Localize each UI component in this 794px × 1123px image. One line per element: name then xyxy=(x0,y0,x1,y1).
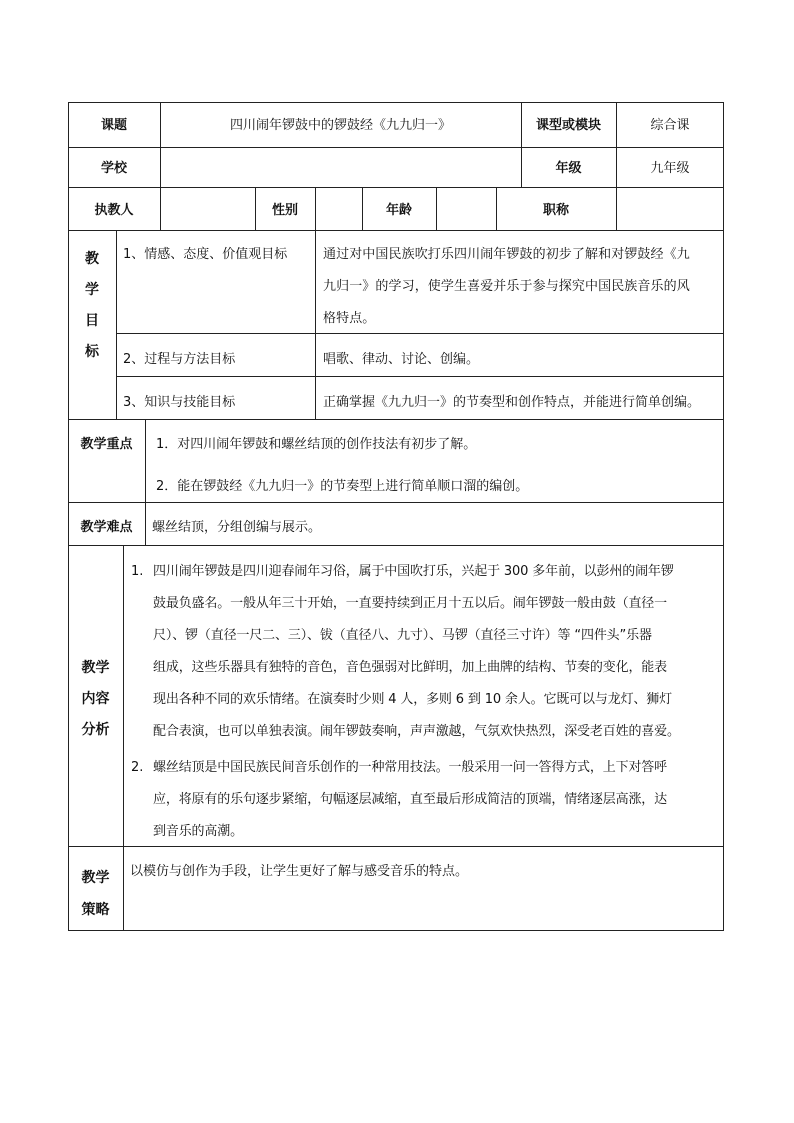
row-divider xyxy=(68,545,724,546)
goals-label xyxy=(68,244,116,368)
teacher-label: 执教人 xyxy=(94,203,134,218)
goals-label-char: 标 xyxy=(85,344,99,360)
topic-value: 四川闹年锣鼓中的锣鼓经《九九归一》 xyxy=(229,118,451,133)
col-divider xyxy=(145,419,146,545)
difficulties-text: 螺丝结顶，分组创编与展示。 xyxy=(152,520,322,535)
col-divider xyxy=(160,102,161,187)
grade-value: 九年级 xyxy=(650,161,690,176)
goal-description xyxy=(323,239,723,335)
professional-title-label: 职称 xyxy=(542,203,569,218)
goal-name: 3、知识与技能目标 xyxy=(123,395,236,410)
list-item-line: 螺丝结顶是中国民族民间音乐创作的一种常用技法。一般采用一问一答得方式，上下对答呼 xyxy=(153,760,668,775)
row-divider xyxy=(116,376,724,377)
list-item-number: 2. xyxy=(131,760,144,775)
col-divider xyxy=(123,545,124,931)
course-type-label: 课型或模块 xyxy=(535,118,601,133)
row-divider xyxy=(68,502,724,503)
col-divider xyxy=(116,230,117,419)
goals-label-char: 目 xyxy=(85,313,99,329)
list-item-line: 现出各种不同的欢乐情绪。在演奏时少则 4 人，多则 6 到 10 余人。它既可以与龙灯、狮灯 xyxy=(153,692,672,707)
goals-label-char: 教 xyxy=(85,251,99,267)
row-divider xyxy=(68,187,724,188)
list-item xyxy=(153,556,721,748)
goal-description-line: 格特点。 xyxy=(323,311,376,326)
goal-name: 2、过程与方法目标 xyxy=(123,352,236,367)
goal-name: 1、情感、态度、价值观目标 xyxy=(123,247,288,262)
row-divider xyxy=(68,230,724,231)
list-item-number: 1. xyxy=(131,564,144,579)
list-item-line: 四川闹年锣鼓是四川迎春闹年习俗，属于中国吹打乐，兴起于 300 多年前，以彭州的闹年锣 xyxy=(153,564,674,579)
col-divider xyxy=(436,187,437,230)
difficulties-label: 教学难点 xyxy=(80,520,133,535)
col-divider xyxy=(315,187,316,230)
content-analysis-label-line: 内容 xyxy=(81,691,110,707)
strategy-label-line: 策略 xyxy=(81,902,110,918)
key-point-line: 2．能在锣鼓经《九九归一》的节奏型上进行简单顺口溜的编创。 xyxy=(156,479,529,494)
content-analysis-label-line: 分析 xyxy=(81,722,110,738)
goal-description-line: 通过对中国民族吹打乐四川闹年锣鼓的初步了解和对锣鼓经《九 xyxy=(323,247,690,262)
age-label: 年龄 xyxy=(385,203,412,218)
key-point-line: 1．对四川闹年锣鼓和螺丝结顶的创作技法有初步了解。 xyxy=(156,437,477,452)
key-points-label: 教学重点 xyxy=(80,437,133,452)
strategy-label xyxy=(68,862,123,926)
row-divider xyxy=(68,419,724,420)
school-label: 学校 xyxy=(100,161,127,176)
list-item-line: 到音乐的高潮。 xyxy=(153,824,243,839)
col-divider xyxy=(160,187,161,230)
goal-description-line: 正确掌握《九九归一》的节奏型和创作特点，并能进行简单创编。 xyxy=(323,395,701,410)
content-analysis-label-line: 教学 xyxy=(81,660,110,676)
col-divider xyxy=(315,230,316,419)
list-item-line: 配合表演，也可以单独表演。闹年锣鼓奏响，声声激越，气氛欢快热烈，深受老百姓的喜爱。 xyxy=(153,724,680,739)
grade-label: 年级 xyxy=(555,161,582,176)
goals-label-char: 学 xyxy=(85,282,99,298)
goal-description-line: 九归一》的学习，使学生喜爱并乐于参与探究中国民族音乐的风 xyxy=(323,279,690,294)
strategy-label-line: 教学 xyxy=(81,870,110,886)
list-item xyxy=(153,752,721,848)
gender-label: 性别 xyxy=(271,203,298,218)
strategy-text: 以模仿与创作为手段，让学生更好了解与感受音乐的特点。 xyxy=(130,864,469,879)
list-item-line: 尺）、锣（直径一尺二、三）、钹（直径八、九寸）、马锣（直径三寸许）等 “四件头”乐器 xyxy=(153,628,652,643)
list-item-line: 应，将原有的乐句逐步紧缩，句幅逐层减缩，直至最后形成简洁的顶端，情绪逐层高涨，达 xyxy=(153,792,668,807)
list-item-line: 鼓最负盛名。一般从年三十开始，一直要持续到正月十五以后。闹年锣鼓一般由鼓（直径一 xyxy=(153,596,668,611)
row-divider xyxy=(68,147,724,148)
list-item-line: 组成，这些乐器具有独特的音色，音色强弱对比鲜明，加上曲牌的结构、节奏的变化，能表 xyxy=(153,660,668,675)
topic-label: 课题 xyxy=(100,118,127,133)
goal-description-line: 唱歌、律动、讨论、创编。 xyxy=(323,352,480,367)
content-analysis-label xyxy=(68,653,123,746)
course-type-value: 综合课 xyxy=(650,118,690,133)
